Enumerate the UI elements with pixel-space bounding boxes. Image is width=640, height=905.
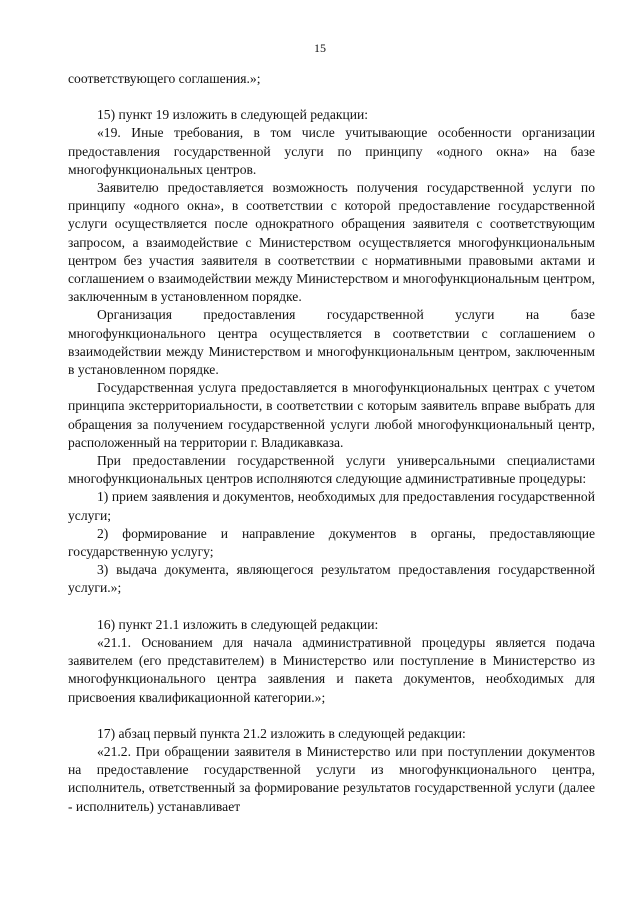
paragraph: 15) пункт 19 изложить в следующей редакции: (97, 107, 369, 123)
paragraph: 1) прием заявления и документов, необходимых для предоставления государственной услуги; (68, 489, 595, 523)
paragraph: 17) абзац первый пункта 21.2 изложить в следующей редакции: (97, 725, 466, 741)
document-body (68, 70, 595, 816)
paragraph: «19. Иные требования, в том числе учитывающие особенности организации предоставления государственной услуги по принципу «одного окна» на базе многофункциональных центров. (68, 125, 595, 177)
paragraph: соответствующего соглашения.»; (68, 71, 261, 86)
paragraph: Организация предоставления государственной услуги на базе многофункционального центра осуществляется в соответствии с соглашением о взаимодействии между Министерством и многофункциональным центром, заключенным в установленном порядке. (68, 307, 595, 378)
paragraph: «21.2. При обращении заявителя в Министерство или при поступлении документов на предоставление государственной услуги из многофункционального центра, исполнитель, ответственный за формирование результатов государственной услуги (далее - исполнитель) устанавливает (68, 743, 595, 814)
page-number: 15 (314, 41, 326, 55)
paragraph: Заявителю предоставляется возможность получения государственной услуги по принципу «одного окна», в соответствии с которой предоставление государственной услуги осуществляется после однократного обращения заявителя с соответствующим запросом, а взаимодействие с Министерством осуществляется многофункциональным центром без участия заявителя в соответствии с нормативными правовыми актами и соглашением о взаимодействии между Министерством и многофункциональным центром, заключенным в установленном порядке. (68, 180, 595, 305)
paragraph: 2) формирование и направление документов в органы, предоставляющие государственную услугу; (68, 525, 595, 560)
paragraph: При предоставлении государственной услуги универсальными специалистами многофункциональных центров исполняются следующие административные процедуры: (68, 453, 595, 487)
paragraph: Государственная услуга предоставляется в многофункциональных центрах с учетом принципа экстерриториальности, в соответствии с которым заявитель вправе выбрать для обращения за получением государственной услуги любой многофункциональный центр, расположенный на территории г. Владикавказа. (68, 380, 595, 450)
paragraph: 3) выдача документа, являющегося результатом предоставления государственной услуги.»; (68, 562, 595, 596)
paragraph: «21.1. Основанием для начала административной процедуры является подача заявителем (его представителем) в Министерство или поступление в Министерство из многофункционального центра заявления и пакета документов, необходимых для присвоения квалификационной категории.»; (68, 634, 595, 705)
paragraph: 16) пункт 21.1 изложить в следующей редакции: (97, 616, 379, 632)
